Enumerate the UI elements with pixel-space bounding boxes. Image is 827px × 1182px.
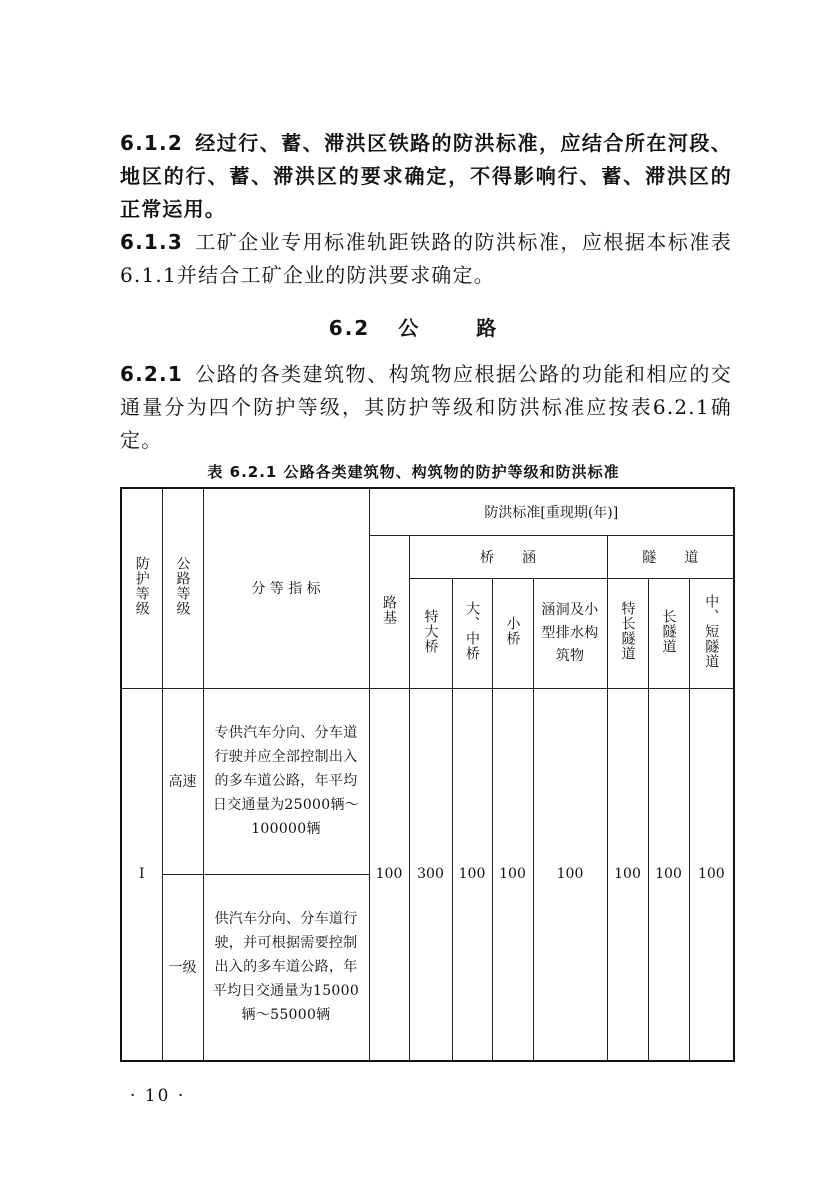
cell-protect-level: Ⅰ — [121, 688, 162, 1061]
clause-text: 经过行、蓄、滞洪区铁路的防洪标准，应结合所在河段、地区的行、蓄、滞洪区的要求确定，不得影响行、蓄、滞洪区的正常运用。 — [120, 131, 732, 221]
clause-number: 6.1.3 — [120, 230, 183, 254]
cell-culvert: 100 — [533, 688, 607, 1061]
paragraph-6-1-2 — [120, 127, 732, 226]
table-title: 表 6.2.1 公路各类建筑物、构筑物的防护等级和防洪标准 — [207, 463, 620, 481]
standards-table — [120, 487, 733, 1060]
header-flood-standard: 防洪标准[重现期(年)] — [369, 488, 734, 535]
section-title-b: 路 — [476, 316, 499, 340]
paragraph-6-1-3 — [120, 226, 732, 292]
cell-super-bridge: 300 — [409, 688, 452, 1061]
clause-number: 6.2.1 — [120, 362, 183, 386]
cell-mid-short-tunnel: 100 — [689, 688, 734, 1061]
header-extra-long-tunnel: 特长隧道 — [607, 578, 648, 688]
header-tunnel: 隧 道 — [607, 535, 734, 578]
cell-large-mid-bridge: 100 — [452, 688, 492, 1061]
header-large-mid-bridge: 大、中桥 — [452, 578, 492, 688]
section-title-a: 公 — [398, 316, 421, 340]
clause-text: 公路的各类建筑物、构筑物应根据公路的功能和相应的交通量分为四个防护等级，其防护等级和防洪标准应按表6.2.1确定。 — [120, 362, 732, 452]
clause-text: 工矿企业专用标准轨距铁路的防洪标准，应根据本标准表6.1.1并结合工矿企业的防洪要求确定。 — [120, 230, 732, 287]
cell-long-tunnel: 100 — [648, 688, 689, 1061]
header-indicator: 分 等 指 标 — [203, 488, 369, 688]
header-long-tunnel: 长隧道 — [648, 578, 689, 688]
header-roadbed: 路基 — [369, 535, 409, 688]
cell-indicator: 专供汽车分向、分车道行驶并应全部控制出入的多车道公路，年平均日交通量为25000辆～100000辆 — [203, 688, 369, 874]
header-road-level: 公路等级 — [162, 488, 203, 688]
page-number: · 10 · — [130, 1086, 186, 1106]
header-mid-short-tunnel: 中、短隧道 — [689, 578, 734, 688]
cell-small-bridge: 100 — [492, 688, 533, 1061]
section-number: 6.2 — [328, 316, 371, 340]
cell-indicator: 供汽车分向、分车道行驶，并可根据需要控制出入的多车道公路，年平均日交通量为15000辆～55000辆 — [203, 874, 369, 1061]
header-protect-level: 防护等级 — [121, 488, 162, 688]
clause-number: 6.1.2 — [120, 131, 183, 155]
cell-road-level: 高速 — [162, 688, 203, 874]
table-row — [121, 688, 734, 874]
cell-extra-long-tunnel: 100 — [607, 688, 648, 1061]
cell-roadbed: 100 — [369, 688, 409, 1061]
header-bridge-culvert: 桥 涵 — [409, 535, 607, 578]
header-culvert: 涵洞及小型排水构筑物 — [533, 578, 607, 688]
cell-road-level: 一级 — [162, 874, 203, 1061]
paragraph-6-2-1 — [120, 358, 732, 457]
header-super-bridge: 特大桥 — [409, 578, 452, 688]
header-small-bridge: 小桥 — [492, 578, 533, 688]
section-title — [0, 312, 827, 341]
